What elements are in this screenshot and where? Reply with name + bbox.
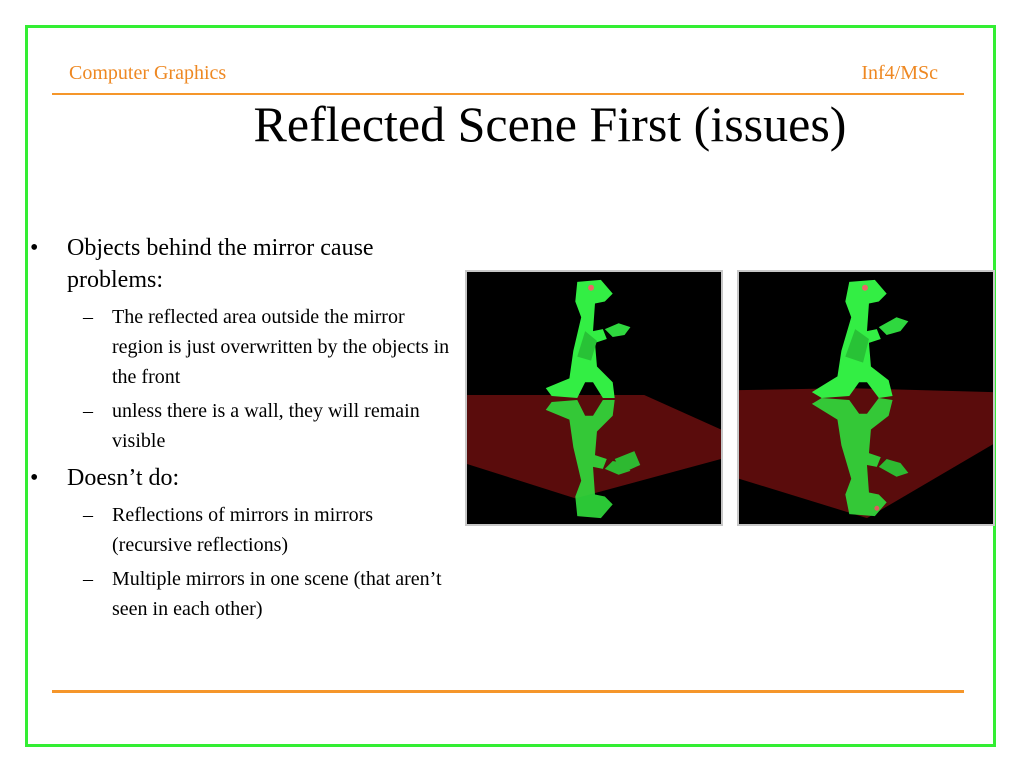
dinosaur-scene-svg xyxy=(739,272,993,524)
sub-bullet-marker: – xyxy=(83,400,93,422)
bullet-item xyxy=(30,462,450,494)
sub-bullet-text: Multiple mirrors in one scene (that aren’t seen in each other) xyxy=(112,568,442,620)
header-course-code: Inf4/MSc xyxy=(861,62,938,84)
bullet-item xyxy=(30,232,450,296)
dinosaur-eye xyxy=(588,285,594,291)
header-course-title: Computer Graphics xyxy=(69,62,227,84)
bullet-text: Doesn’t do: xyxy=(67,465,180,491)
bullet-marker: • xyxy=(30,465,39,491)
dinosaur-reflection-left-image xyxy=(465,270,723,526)
sub-bullet-list xyxy=(30,302,450,456)
dinosaur-eye xyxy=(862,285,868,291)
footer-rule xyxy=(52,690,964,693)
slide-title: Reflected Scene First (issues) xyxy=(253,96,847,152)
dinosaur-scene-svg xyxy=(467,272,721,524)
sub-bullet-text: The reflected area outside the mirror region is just overwritten by the objects in the front xyxy=(112,306,450,388)
dinosaur-reflection-right-image xyxy=(737,270,995,526)
sub-bullet-item xyxy=(30,302,450,392)
sub-bullet-list xyxy=(30,500,450,624)
bullet-list xyxy=(30,232,450,630)
sub-bullet-item xyxy=(30,396,450,456)
sub-bullet-marker: – xyxy=(83,568,93,590)
sub-bullet-marker: – xyxy=(83,504,93,526)
sub-bullet-text: unless there is a wall, they will remain visible xyxy=(112,400,420,452)
bullet-text: Objects behind the mirror cause problems: xyxy=(67,235,374,293)
bullet-marker: • xyxy=(30,235,39,261)
sub-bullet-item xyxy=(30,564,450,624)
sub-bullet-item xyxy=(30,500,450,560)
sub-bullet-text: Reflections of mirrors in mirrors (recursive reflections) xyxy=(112,504,374,556)
sub-bullet-marker: – xyxy=(83,306,93,328)
